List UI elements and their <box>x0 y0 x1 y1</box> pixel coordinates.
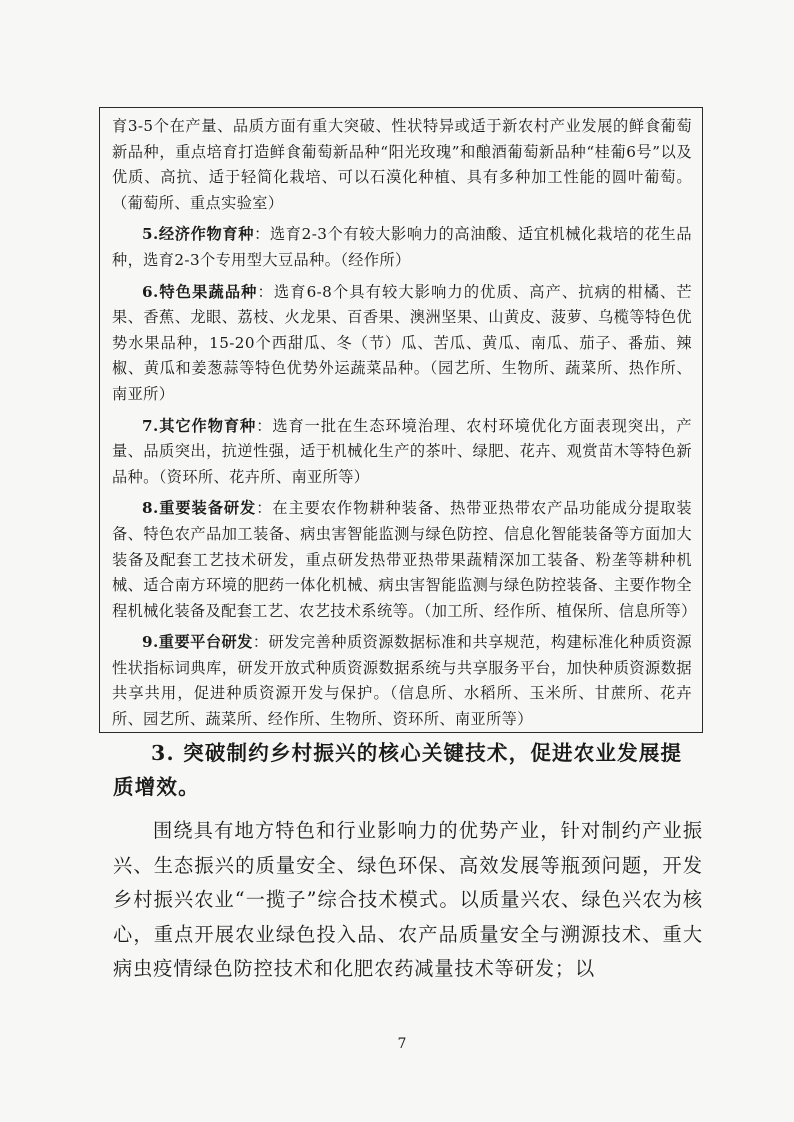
item-title: 8.重要装备研发 <box>142 499 257 518</box>
item-economic-crops <box>112 222 692 273</box>
item-equipment <box>112 496 697 624</box>
item-text: ：选育2-3个有较大影响力的高油酸、适宜机械化栽培的花生品种，选育2-3个专用型大豆品种。（经作所） <box>112 225 692 269</box>
section-heading: 3. 突破制约乡村振兴的核心关键技术，促进农业发展提质增效。 <box>113 741 683 799</box>
item-text: ：选育一批在生态环境治理、农村环境优化方面表现突出，产量、品质突出，抗逆性强，适于机械化生产的茶叶、绿肥、花卉、观赏苗木等特色新品种。（资环所、花卉所、南亚所等） <box>112 416 692 486</box>
item-text: ：选育6-8个具有较大影响力的优质、高产、抗病的柑橘、芒果、香蕉、龙眼、荔枝、火龙果、百香果、澳洲坚果、山黄皮、菠萝、乌榄等特色优势水果品种，15-20个西甜瓜、冬（节）瓜、苦瓜、黄瓜、南瓜、茄子、番茄、辣椒、黄瓜和姜葱蒜等特色优势外运蔬菜品种。（园艺所、生物所、蔬菜所、热作所、南亚所） <box>112 282 692 403</box>
item-text: ：在主要农作物耕种装备、热带亚热带农产品功能成分提取装备、特色农产品加工装备、病虫害智能监测与绿色防控、信息化智能装备等方面加大装备及配套工艺技术研发，重点研发热带亚热带果蔬精深加工装备、粉垄等耕种机械、适合南方环境的肥药一体化机械、病虫害智能监测与绿色防控装备、主要作物全程机械化装备及配套工艺、农艺技术系统等。（加工所、经作所、植保所、信息所等） <box>112 499 697 620</box>
item-title: 6.特色果蔬品种 <box>142 282 258 301</box>
item-title: 7.其它作物育种 <box>142 416 257 435</box>
item-title: 5.经济作物育种 <box>142 225 255 244</box>
item-platform <box>112 630 692 732</box>
boxed-intro-paragraph: 育3-5个在产量、品质方面有重大突破、性状特异或适于新农村产业发展的鲜食葡萄新品种，重点培育打造鲜食葡萄新品种“阳光玫瑰”和酿酒葡萄新品种“桂葡6号”以及优质、高抗、适于轻简化栽培、可以石漠化种植、具有多种加工性能的圆叶葡萄。（葡萄所、重点实验室） <box>112 117 692 212</box>
item-text: ：研发完善种质资源数据标准和共享规范，构建标准化种质资源性状指标词典库，研发开放式种质资源数据系统与共享服务平台，加快种质资源数据共享共用，促进种质资源开发与保护。（信息所、水稻所、玉米所、甘蔗所、花卉所、园艺所、蔬菜所、经作所、生物所、资环所、南亚所等） <box>112 633 692 729</box>
boxed-content <box>99 107 703 733</box>
body-paragraph: 围绕具有地方特色和行业影响力的优势产业，针对制约产业振兴、生态振兴的质量安全、绿色环保、高效发展等瓶颈问题，开发乡村振兴农业“一揽子”综合技术模式。以质量兴农、绿色兴农为核心，重点开展农业绿色投入品、农产品质量安全与溯源技术、重大病虫疫情绿色防控技术和化肥农药减量技术等研发；以 <box>113 819 703 980</box>
item-title: 9.重要平台研发 <box>142 633 253 652</box>
item-fruit-vegetables <box>112 280 692 408</box>
page-number: 7 <box>397 1036 407 1052</box>
item-other-crops <box>112 414 692 491</box>
